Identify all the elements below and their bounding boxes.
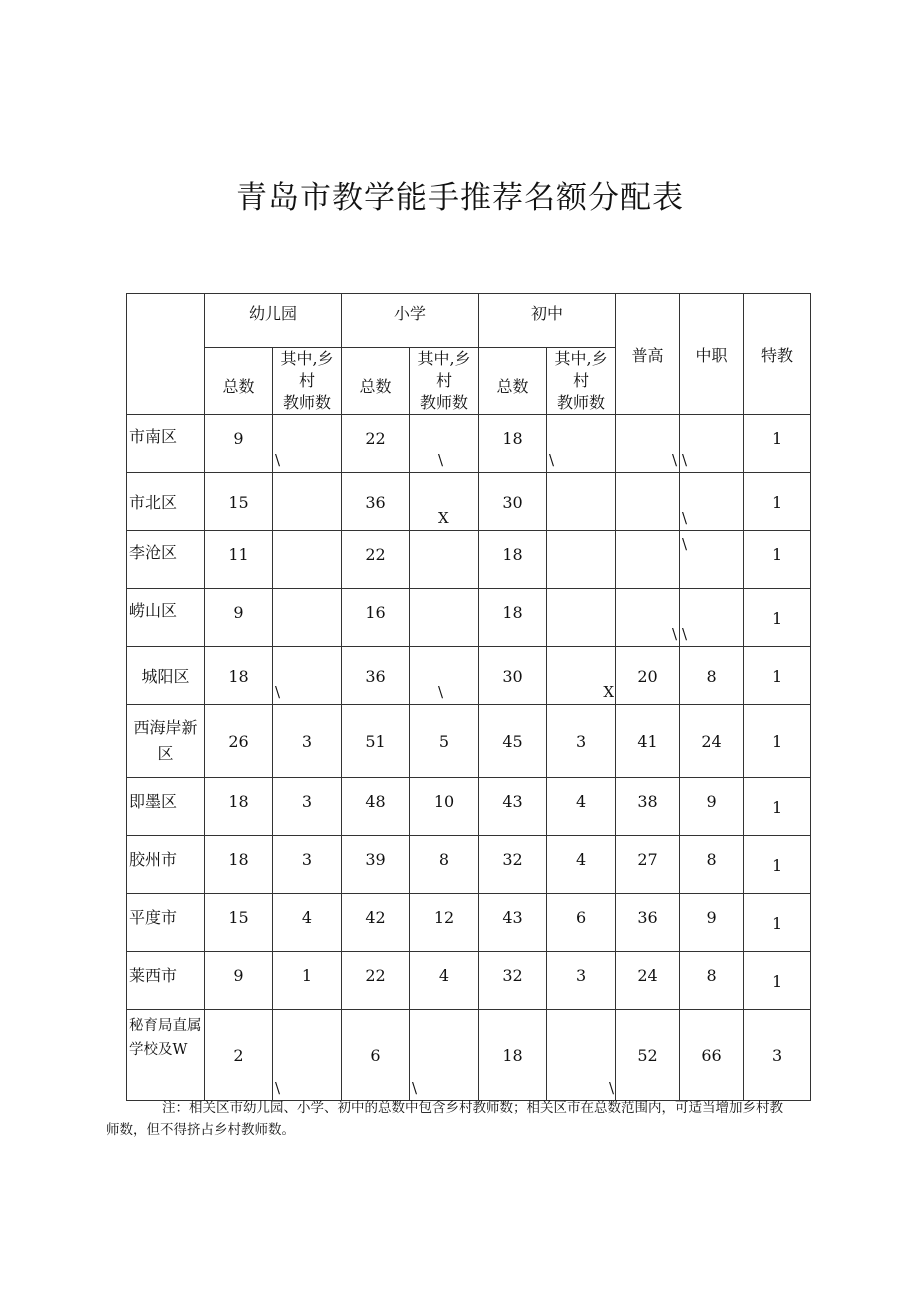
cell: 6 — [547, 894, 616, 952]
header-junior: 初中 — [479, 294, 616, 348]
cell: 5 — [410, 705, 479, 778]
cell: \ — [680, 589, 744, 647]
header-rural: 其中,乡村 教师数 — [273, 348, 342, 415]
cell: 16 — [342, 589, 410, 647]
cell: 4 — [273, 894, 342, 952]
cell: 1 — [744, 705, 811, 778]
cell: 4 — [410, 952, 479, 1010]
cell: 42 — [342, 894, 410, 952]
table-row — [127, 473, 811, 531]
cell: 20 — [616, 647, 680, 705]
cell — [273, 473, 342, 531]
cell: \ — [273, 1010, 342, 1101]
district-cell: 秘育局直属 学校及W — [127, 1010, 205, 1101]
cell: 30 — [479, 647, 547, 705]
cell: 51 — [342, 705, 410, 778]
cell: 1 — [744, 473, 811, 531]
cell: 18 — [205, 778, 273, 836]
cell: \ — [547, 1010, 616, 1101]
district-cell: 城阳区 — [127, 647, 205, 705]
cell: 3 — [547, 705, 616, 778]
cell: 18 — [205, 836, 273, 894]
table-row — [127, 647, 811, 705]
cell: 26 — [205, 705, 273, 778]
cell — [616, 531, 680, 589]
cell — [547, 589, 616, 647]
cell: 9 — [205, 952, 273, 1010]
cell: 18 — [479, 531, 547, 589]
cell: \ — [547, 415, 616, 473]
header-primary: 小学 — [342, 294, 479, 348]
page-title: 青岛市教学能手推荐名额分配表 — [236, 180, 684, 216]
cell: 3 — [273, 778, 342, 836]
cell: 36 — [342, 473, 410, 531]
cell: 3 — [547, 952, 616, 1010]
cell: 8 — [680, 836, 744, 894]
cell: \ — [680, 415, 744, 473]
header-total: 总数 — [479, 348, 547, 415]
cell: 30 — [479, 473, 547, 531]
cell: 1 — [744, 952, 811, 1010]
cell: \ — [410, 415, 479, 473]
cell: 3 — [273, 705, 342, 778]
cell: 1 — [744, 589, 811, 647]
cell: \ — [273, 647, 342, 705]
district-cell: 西海岸新 区 — [127, 705, 205, 778]
district-cell: 市北区 — [127, 473, 205, 531]
cell — [547, 531, 616, 589]
cell: 43 — [479, 778, 547, 836]
cell: 24 — [616, 952, 680, 1010]
table-row — [127, 952, 811, 1010]
cell: 9 — [205, 415, 273, 473]
cell: 1 — [744, 894, 811, 952]
cell: 15 — [205, 473, 273, 531]
header-general-high: 普高 — [616, 294, 680, 415]
cell: 1 — [744, 647, 811, 705]
table-row — [127, 778, 811, 836]
district-cell: 平度市 — [127, 894, 205, 952]
cell: 3 — [273, 836, 342, 894]
cell: 1 — [744, 415, 811, 473]
cell: 32 — [479, 952, 547, 1010]
cell: 9 — [205, 589, 273, 647]
cell: 22 — [342, 415, 410, 473]
cell: \ — [410, 647, 479, 705]
cell: 18 — [479, 415, 547, 473]
cell — [616, 473, 680, 531]
header-rural: 其中,乡村 教师数 — [547, 348, 616, 415]
table-row — [127, 836, 811, 894]
quota-table — [126, 293, 811, 1101]
district-cell: 崂山区 — [127, 589, 205, 647]
cell: 18 — [479, 589, 547, 647]
header-rural: 其中,乡村 教师数 — [410, 348, 479, 415]
cell: 24 — [680, 705, 744, 778]
cell: 27 — [616, 836, 680, 894]
cell: 18 — [205, 647, 273, 705]
cell: 3 — [744, 1010, 811, 1101]
cell: 52 — [616, 1010, 680, 1101]
cell: 36 — [342, 647, 410, 705]
header-total: 总数 — [205, 348, 273, 415]
cell: \ — [410, 1010, 479, 1101]
cell: 12 — [410, 894, 479, 952]
cell: 22 — [342, 531, 410, 589]
cell — [273, 531, 342, 589]
cell: 18 — [479, 1010, 547, 1101]
district-cell: 市南区 — [127, 415, 205, 473]
header-vocational: 中职 — [680, 294, 744, 415]
header-total: 总数 — [342, 348, 410, 415]
district-cell: 胶州市 — [127, 836, 205, 894]
cell: 10 — [410, 778, 479, 836]
cell: \ — [616, 589, 680, 647]
cell: 48 — [342, 778, 410, 836]
cell: 9 — [680, 894, 744, 952]
cell: 1 — [744, 778, 811, 836]
cell: \ — [680, 473, 744, 531]
district-cell: 莱西市 — [127, 952, 205, 1010]
cell: 2 — [205, 1010, 273, 1101]
table-row — [127, 531, 811, 589]
cell: X — [547, 647, 616, 705]
cell: 1 — [744, 531, 811, 589]
cell: 36 — [616, 894, 680, 952]
cell: 4 — [547, 778, 616, 836]
cell — [410, 531, 479, 589]
cell: 39 — [342, 836, 410, 894]
corner-cell — [127, 294, 205, 415]
district-cell: 李沧区 — [127, 531, 205, 589]
cell: 41 — [616, 705, 680, 778]
cell: 22 — [342, 952, 410, 1010]
cell: 43 — [479, 894, 547, 952]
cell: 32 — [479, 836, 547, 894]
cell — [410, 589, 479, 647]
cell: 1 — [273, 952, 342, 1010]
cell: 8 — [680, 647, 744, 705]
cell: X — [410, 473, 479, 531]
cell: 4 — [547, 836, 616, 894]
cell: \ — [616, 415, 680, 473]
cell: 15 — [205, 894, 273, 952]
cell: 38 — [616, 778, 680, 836]
table-row — [127, 589, 811, 647]
district-cell: 即墨区 — [127, 778, 205, 836]
cell — [273, 589, 342, 647]
cell: \ — [680, 531, 744, 589]
cell: 45 — [479, 705, 547, 778]
cell: 1 — [744, 836, 811, 894]
cell: \ — [273, 415, 342, 473]
cell: 8 — [410, 836, 479, 894]
table-row — [127, 705, 811, 778]
header-kindergarten: 幼儿园 — [205, 294, 342, 348]
table-row — [127, 415, 811, 473]
cell: 8 — [680, 952, 744, 1010]
cell: 9 — [680, 778, 744, 836]
cell — [547, 473, 616, 531]
cell: 6 — [342, 1010, 410, 1101]
table-row — [127, 1010, 811, 1101]
table-row — [127, 894, 811, 952]
cell: 66 — [680, 1010, 744, 1101]
footnote: 注：相关区市幼儿园、小学、初中的总数中包含乡村教师数；相关区市在总数范围内，可适当增加乡村教师数，但不得挤占乡村教师数。 — [106, 1100, 783, 1138]
cell: 11 — [205, 531, 273, 589]
header-special-ed: 特教 — [744, 294, 811, 415]
